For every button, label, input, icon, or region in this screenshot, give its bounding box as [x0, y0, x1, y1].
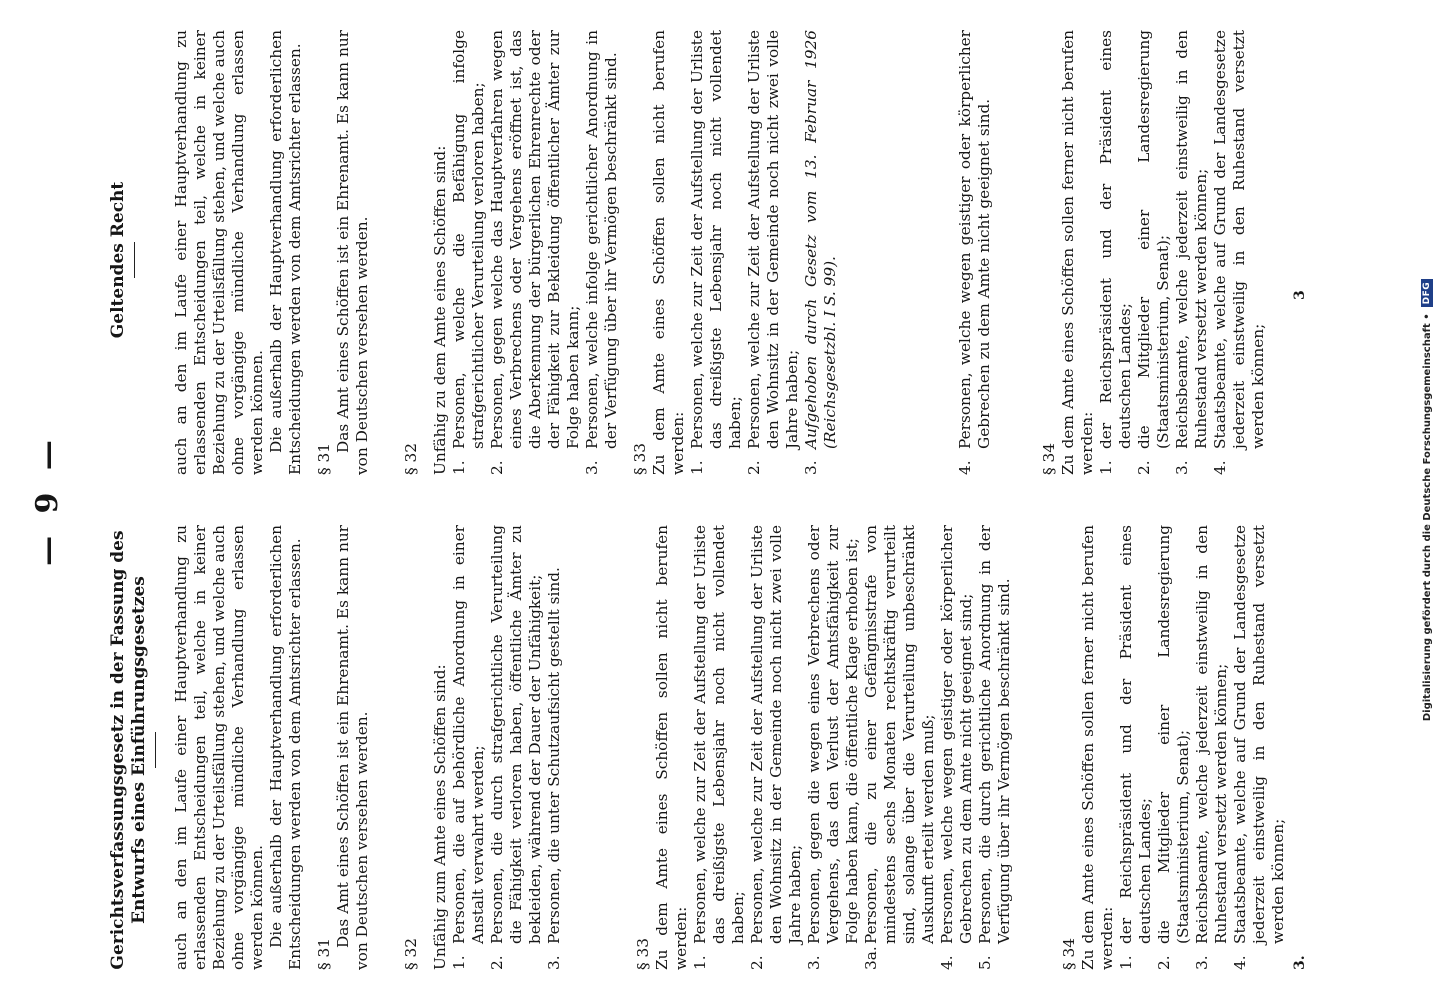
section-text: Das Amt eines Schöffen ist ein Ehrenamt. Es kann nur von Deutschen versehen werden. [334, 30, 371, 475]
dfg-logo: DFG [1421, 279, 1433, 308]
list-item: 3. Personen, welche infolge gerichtlicher Anordnung in der Verfügung über ihr Vermögen beschränkt sind. [583, 30, 620, 475]
section-lead: Zu dem Amte eines Schöffen sollen nicht berufen werden: [650, 30, 687, 475]
list-item: 1. der Reichspräsident und der Präsident eines deutschen Landes; [1117, 525, 1154, 970]
list-item: 5. Personen, die durch gerichtliche Anordnung in der Verfügung über ihr Vermögen beschränkt sind. [976, 525, 1013, 970]
list-item: 1. Personen, welche die Befähigung infolge strafgerichtlicher Verurteilung verloren haben; [450, 30, 487, 475]
right-column-heading-text: Geltendes Recht [108, 181, 128, 339]
section-list [1097, 30, 1268, 475]
section-text: Das Amt eines Schöffen ist ein Ehrenamt. Es kann nur von Deutschen versehen werden. [334, 525, 371, 970]
section-title: § 32 [402, 443, 420, 475]
list-item: 3. Personen, gegen die wegen eines Verbrechens oder Vergehens, das den Verlust der Amtsfähigkeit zur Folge haben kann, die öffentliche Klage erhoben ist; [805, 525, 861, 970]
footnote-mark: 3. [1292, 955, 1308, 970]
list-item: 1. Personen, die auf behördliche Anordnung in einer Anstalt verwahrt werden; [450, 525, 487, 970]
sheet-number: 3 [1292, 290, 1308, 300]
section-lead: Zu dem Amte eines Schöffen sollen nicht berufen werden: [653, 525, 690, 970]
list-item: 4. Staatsbeamte, welche auf Grund der Landesgesetze jederzeit einstweilig in den Ruhestand versetzt werden können; [1231, 525, 1287, 970]
section-list [450, 30, 621, 475]
section-title: § 33 [634, 938, 652, 970]
section-title: § 32 [402, 938, 420, 970]
digitization-credit [1416, 8, 1434, 992]
list-item: 3. Reichsbeamte, welche jederzeit einstweilig in den Ruhestand versetzt werden können; [1173, 30, 1210, 475]
list-item: 2. Personen, welche zur Zeit der Aufstellung der Urliste den Wohnsitz in der Gemeinde noch nicht zwei volle Jahre haben; [748, 525, 804, 970]
section-list [956, 30, 994, 475]
list-item: 3. Aufgehoben durch Gesetz vom 13. Februar 1926 (Reichsgesetzbl. I S. 99). [802, 30, 839, 475]
list-item: 4. Personen, welche wegen geistiger oder körperlicher Gebrechen zu dem Amte nicht geeignet sind; [938, 525, 975, 970]
page-number: — 9 — [30, 434, 65, 566]
section-lead: Unfähig zu dem Amte eines Schöffen sind: [431, 145, 449, 475]
list-item: 1. der Reichspräsident und der Präsident eines deutschen Landes; [1097, 30, 1134, 475]
section-list [688, 30, 840, 475]
left-column-heading [108, 530, 156, 970]
section-list [1117, 525, 1288, 970]
section-lead: Zu dem Amte eines Schöffen sollen ferner nicht berufen werden: [1079, 525, 1116, 970]
right-column [172, 30, 1268, 475]
list-item: 1. Personen, welche zur Zeit der Aufstellung der Urliste das dreißigste Lebensjahr noch nicht vollendet haben; [688, 30, 744, 475]
section-title: § 34 [1040, 443, 1058, 475]
intro-paragraph: auch an den im Laufe einer Hauptverhandlung zu erlassenden Entscheidungen teil, welche in keiner Beziehung zu der Urteilsfällung stehen, und welche auch ohne vorgängige mündliche Verhandlung erlassen werden können. [172, 525, 266, 970]
section-lead: Zu dem Amte eines Schöffen sollen ferner nicht berufen werden: [1059, 30, 1096, 475]
section-list [450, 525, 564, 970]
list-item: 1. Personen, welche zur Zeit der Aufstellung der Urliste das dreißigste Lebensjahr noch nicht vollendet haben; [691, 525, 747, 970]
list-item: 4. Staatsbeamte, welche auf Grund der Landesgesetze jederzeit einstweilig in den Ruhestand versetzt werden können; [1211, 30, 1267, 475]
intro-paragraph: auch an den im Laufe einer Hauptverhandlung zu erlassenden Entscheidungen teil, welche in keiner Beziehung zu der Urteilsfällung stehen, und welche auch ohne vorgängige mündliche Verhandlung erlassen werden können. [172, 30, 266, 475]
section-title: § 33 [631, 443, 649, 475]
list-item: 2. die Mitglieder einer Landesregierung (Staatsministerium, Senat); [1155, 525, 1192, 970]
section-lead: Unfähig zum Amte eines Schöffen sind: [431, 664, 449, 970]
left-column [172, 525, 1288, 970]
heading-rule [134, 242, 135, 278]
list-item: 2. Personen, gegen welche das Hauptverfahren wegen eines Verbrechens oder Vergehens eröffnet ist, das die Aberkennung der bürgerlichen Ehrenrechte oder der Fähigkeit zur Bekleidung öffentlicher Ämter zur Folge haben kann; [488, 30, 582, 475]
list-item: 2. Personen, die durch strafgerichtliche Verurteilung die Fähigkeit verloren haben, öffentliche Ämter zu bekleiden, während der Dauer der Unfähigkeit; [488, 525, 544, 970]
list-item: 3. Reichsbeamte, welche jederzeit einstweilig in den Ruhestand versetzt werden können; [1193, 525, 1230, 970]
intro-paragraph: Die außerhalb der Hauptverhandlung erforderlichen Entscheidungen werden von dem Amtsrichter erlassen. [267, 525, 304, 970]
list-item: 2. Personen, welche zur Zeit der Aufstellung der Urliste den Wohnsitz in der Gemeinde noch nicht zwei volle Jahre haben; [745, 30, 801, 475]
list-item: 3a. Personen, die zu einer Gefängnisstrafe von mindestens sechs Monaten rechtskräftig verurteilt sind, solange über die Verurteilung unbeschränkt Auskunft erteilt werden muß; [862, 525, 937, 970]
list-item: 4. Personen, welche wegen geistiger oder körperlicher Gebrechen zu dem Amte nicht geeignet sind. [956, 30, 993, 475]
intro-paragraph: Die außerhalb der Hauptverhandlung erforderlichen Entscheidungen werden von dem Amtsrichter erlassen. [267, 30, 304, 475]
list-item: 3. Personen, die unter Schutzaufsicht gestellt sind. [545, 567, 563, 970]
section-list [691, 525, 1014, 970]
right-column-heading [108, 40, 135, 480]
left-column-heading-text: Gerichtsverfassungsgesetz in der Fassung des Entwurfs eines Einführungsgesetzes [108, 530, 149, 970]
credit-text: Digitalisierung gefördert durch die Deutsche Forschungsgemeinschaft • [1421, 313, 1433, 722]
section-title: § 31 [315, 938, 333, 970]
section-title: § 34 [1060, 938, 1078, 970]
section-title: § 31 [315, 443, 333, 475]
list-item: 2. die Mitglieder einer Landesregierung (Staatsministerium, Senat); [1135, 30, 1172, 475]
heading-rule [155, 732, 156, 768]
